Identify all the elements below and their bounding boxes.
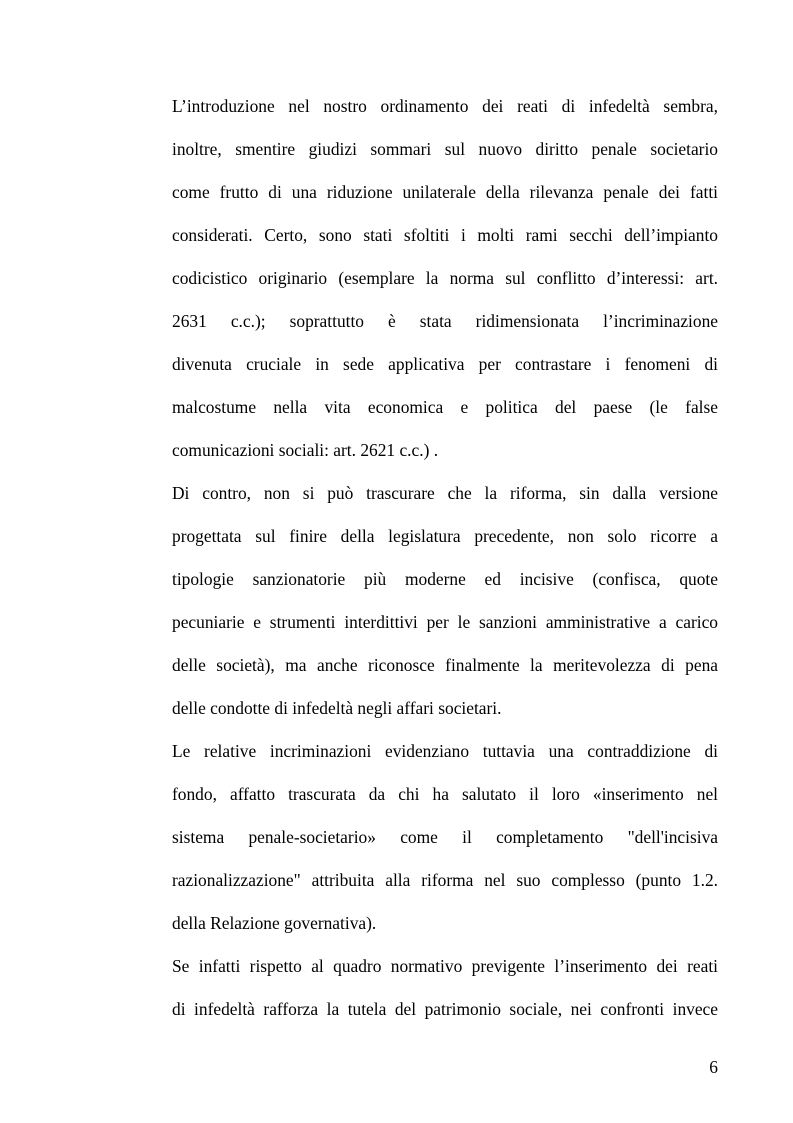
text-line: 2631 c.c.); soprattutto è stata ridimensionata l’incriminazione bbox=[172, 311, 718, 331]
text-line: tipologie sanzionatorie più moderne ed incisive (confisca, quote bbox=[172, 569, 718, 589]
text-line: Le relative incriminazioni evidenziano tuttavia una contraddizione di bbox=[172, 741, 718, 761]
text-line: razionalizzazione" attribuita alla riforma nel suo complesso (punto 1.2. bbox=[172, 870, 718, 890]
text-line: L’introduzione nel nostro ordinamento dei reati di infedeltà sembra, bbox=[172, 96, 718, 116]
text-line: delle società), ma anche riconosce finalmente la meritevolezza di pena bbox=[172, 655, 718, 675]
text-line: di infedeltà rafforza la tutela del patrimonio sociale, nei confronti invece bbox=[172, 999, 718, 1019]
text-line: considerati. Certo, sono stati sfoltiti i molti rami secchi dell’impianto bbox=[172, 225, 718, 245]
text-line: inoltre, smentire giudizi sommari sul nuovo diritto penale societario bbox=[172, 139, 718, 159]
text-line: progettata sul finire della legislatura precedente, non solo ricorre a bbox=[172, 526, 718, 546]
text-line: delle condotte di infedeltà negli affari societari. bbox=[172, 698, 502, 718]
text-line: Di contro, non si può trascurare che la riforma, sin dalla versione bbox=[172, 483, 718, 503]
text-line: come frutto di una riduzione unilaterale della rilevanza penale dei fatti bbox=[172, 182, 718, 202]
text-line: Se infatti rispetto al quadro normativo previgente l’inserimento dei reati bbox=[172, 956, 718, 976]
text-line: divenuta cruciale in sede applicativa per contrastare i fenomeni di bbox=[172, 354, 718, 374]
text-line: malcostume nella vita economica e politica del paese (le false bbox=[172, 397, 718, 417]
text-line: pecuniarie e strumenti interdittivi per le sanzioni amministrative a carico bbox=[172, 612, 718, 632]
text-line: sistema penale-societario» come il completamento "dell'incisiva bbox=[172, 827, 718, 847]
page-number: 6 bbox=[709, 1057, 718, 1077]
text-line: comunicazioni sociali: art. 2621 c.c.) . bbox=[172, 440, 439, 460]
text-line: fondo, affatto trascurata da chi ha salutato il loro «inserimento nel bbox=[172, 784, 718, 804]
text-line: codicistico originario (esemplare la norma sul conflitto d’interessi: art. bbox=[172, 268, 718, 288]
text-line: della Relazione governativa). bbox=[172, 913, 377, 933]
